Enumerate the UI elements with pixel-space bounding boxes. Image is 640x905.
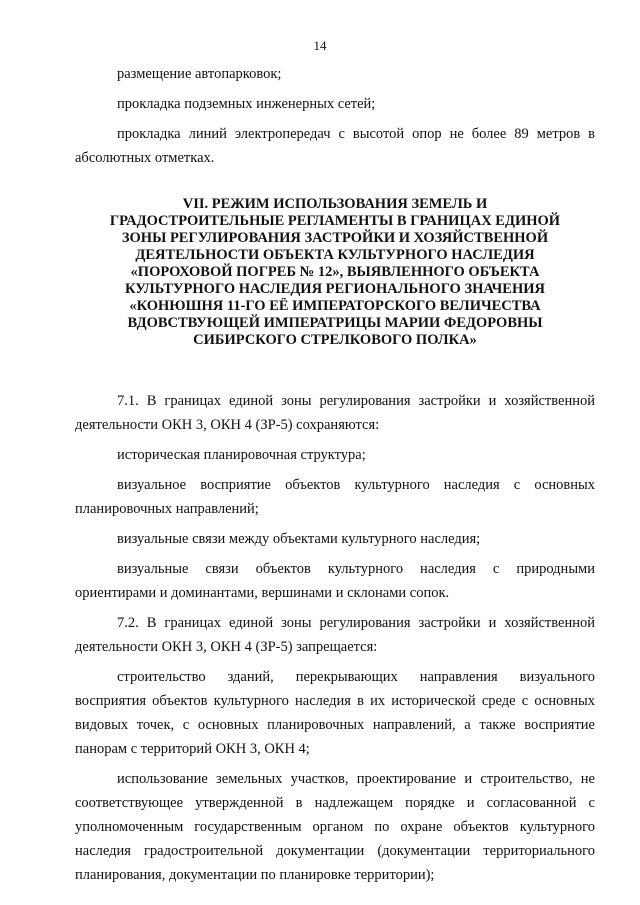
paragraph: визуальные связи между объектами культурного наследия; <box>117 531 481 547</box>
paragraph: размещение автопарковок; <box>117 66 282 82</box>
paragraph: историческая планировочная структура; <box>117 447 366 463</box>
page-number: 14 <box>313 38 327 53</box>
paragraph: строительство зданий, перекрывающих направления визуального восприятия объектов культурного наследия в их исторической среде с основных видовых точек, с основных планировочных направлений, а также восприятие панорам с территорий ОКН 3, ОКН 4; <box>75 669 595 757</box>
document-body <box>75 62 595 893</box>
paragraph: прокладка подземных инженерных сетей; <box>117 96 376 112</box>
paragraph: 7.2. В границах единой зоны регулирования застройки и хозяйственной деятельности ОКН 3, ОКН 4 (ЗР-5) запрещается: <box>75 615 595 655</box>
paragraph: 7.1. В границах единой зоны регулирования застройки и хозяйственной деятельности ОКН 3, ОКН 4 (ЗР-5) сохраняются: <box>75 393 595 433</box>
section-heading: VII. РЕЖИМ ИСПОЛЬЗОВАНИЯ ЗЕМЕЛЬ И ГРАДОСТРОИТЕЛЬНЫЕ РЕГЛАМЕНТЫ В ГРАНИЦАХ ЕДИНОЙ ЗОНЫ РЕГУЛИРОВАНИЯ ЗАСТРОЙКИ И ХОЗЯЙСТВЕННОЙ ДЕЯТЕЛЬНОСТИ ОБЪЕКТА КУЛЬТУРНОГО НАСЛЕДИЯ «ПОРОХОВОЙ ПОГРЕБ № 12», ВЫЯВЛЕННОГО ОБЪЕКТА КУЛЬТУРНОГО НАСЛЕДИЯ РЕГИОНАЛЬНОГО ЗНАЧЕНИЯ «КОНЮШНЯ 11-ГО ЕЁ ИМПЕРАТОРСКОГО ВЕЛИЧЕСТВА ВДОВСТВУЮЩЕЙ ИМПЕРАТРИЦЫ МАРИИ ФЕДОРОВНЫ СИБИРСКОГО СТРЕЛКОВОГО ПОЛКА» <box>109 196 561 348</box>
paragraph: использование земельных участков, проектирование и строительство, не соответствующее утвержденной в надлежащем порядке и согласованной с уполномоченным государственным органом по охране объектов культурного наследия градостроительной документации (документации территориального планирования, документации по планировке территории); <box>75 771 595 883</box>
paragraph: прокладка линий электропередач с высотой опор не более 89 метров в абсолютных отметках. <box>75 126 595 166</box>
paragraph: визуальное восприятие объектов культурного наследия с основных планировочных направлений; <box>75 477 595 517</box>
paragraph: визуальные связи объектов культурного наследия с природными ориентирами и доминантами, вершинами и склонами сопок. <box>75 561 595 601</box>
